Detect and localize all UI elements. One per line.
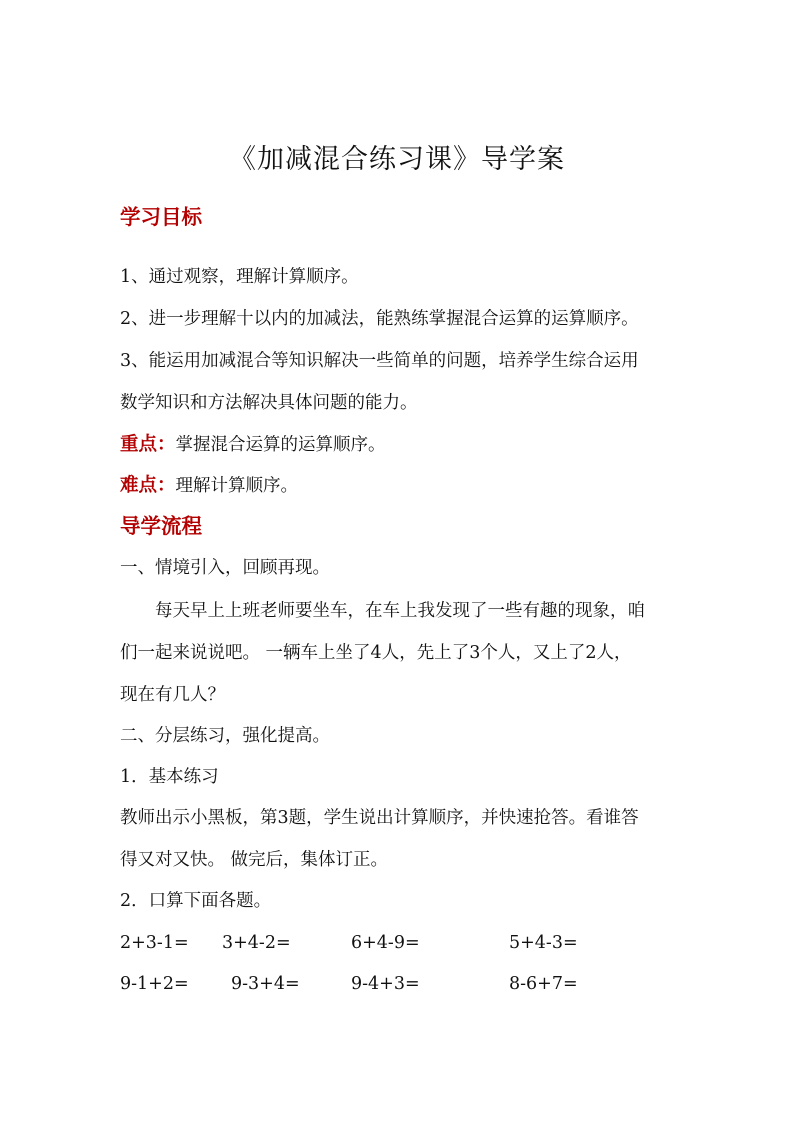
calc-problem: 5+4-3= xyxy=(509,933,578,953)
calc-problem: 9-4+3= xyxy=(351,974,420,994)
key-point-label: 重点： xyxy=(120,434,176,455)
key-point xyxy=(120,432,386,458)
process-heading: 导学流程 xyxy=(120,514,202,538)
difficulty-label: 难点： xyxy=(120,475,176,496)
section-2-heading: 二、分层练习，强化提高。 xyxy=(120,726,330,746)
calc-problem: 3+4-2= xyxy=(222,933,291,953)
objective-item-3-continued: 数学知识和方法解决具体问题的能力。 xyxy=(120,393,418,413)
scenario-paragraph-line-2: 们一起来说说吧。 一辆车上坐了4人，先上了3个人，又上了2人， xyxy=(120,643,632,663)
document-title: 《加减混合练习课》导学案 xyxy=(229,144,565,175)
calc-problem: 9-1+2= xyxy=(120,974,189,994)
practice-paragraph-line-1: 教师出示小黑板，第3题，学生说出计算顺序，并快速抢答。看谁答 xyxy=(120,808,639,828)
objective-item-2: 2、进一步理解十以内的加减法，能熟练掌握混合运算的运算顺序。 xyxy=(120,309,639,329)
calc-problem: 8-6+7= xyxy=(509,974,578,994)
objectives-heading: 学习目标 xyxy=(120,205,202,229)
scenario-paragraph-line-1: 每天早上上班老师要坐车，在车上我发现了一些有趣的现象，咱 xyxy=(155,601,645,621)
calc-problem: 2+3-1= xyxy=(120,933,189,953)
mental-math-heading: 2．口算下面各题。 xyxy=(120,891,272,911)
difficulty xyxy=(120,473,298,499)
basic-practice-heading: 1．基本练习 xyxy=(120,767,219,787)
scenario-paragraph-line-3: 现在有几人？ xyxy=(120,685,225,705)
objective-item-3: 3、能运用加减混合等知识解决一些简单的问题，培养学生综合运用 xyxy=(120,351,639,371)
practice-paragraph-line-2: 得又对又快。 做完后，集体订正。 xyxy=(120,850,389,870)
objective-item-1: 1、通过观察，理解计算顺序。 xyxy=(120,267,359,287)
calc-problem: 9-3+4= xyxy=(231,974,300,994)
difficulty-text: 理解计算顺序。 xyxy=(175,476,299,496)
section-1-heading: 一、情境引入，回顾再现。 xyxy=(120,558,330,578)
calc-problem: 6+4-9= xyxy=(351,933,420,953)
key-point-text: 掌握混合运算的运算顺序。 xyxy=(175,435,386,455)
